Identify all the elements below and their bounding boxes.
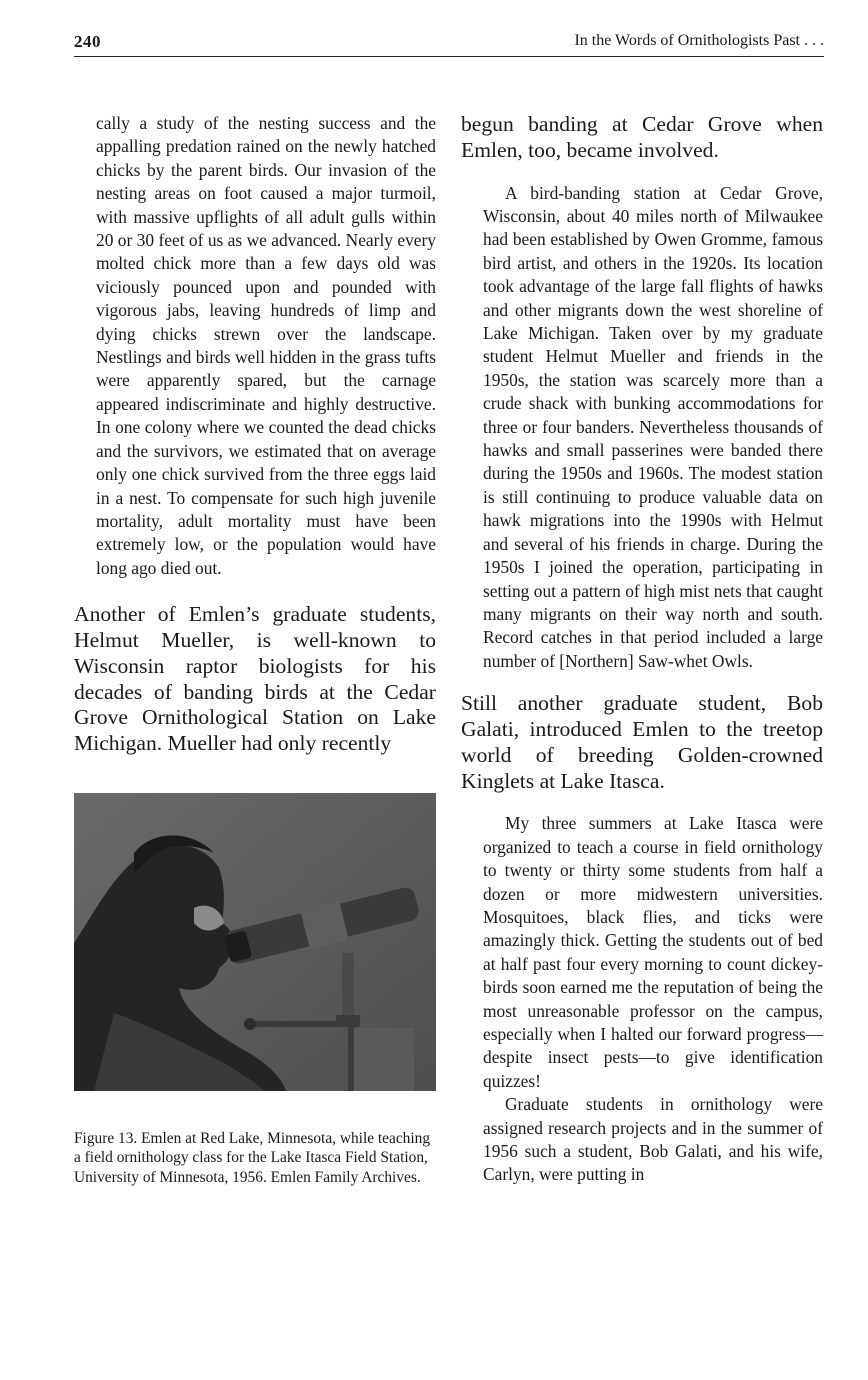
left-column [74,112,436,1187]
right-column [461,112,823,1187]
photo-emlen-spotting-scope [74,793,436,1091]
block-quote-paragraph: Graduate students in ornithology were assigned research projects and in the summer of 1956 such a student, Bob Galati, and his wife, Carlyn, were putting in [483,1094,823,1185]
block-quote-paragraph: A bird-banding station at Cedar Grove, Wisconsin, about 40 miles north of Milwaukee had been established by Owen Gromme, famous bird artist, and others in the 1920s. Its location took advantage of the large fall flights of hawks and other migrants down the west shoreline of Lake Michigan. Taken over by my graduate student Helmut Mueller and friends in the 1950s, the station was scarcely more than a crude shack with bunking accommodations for three or four banders. Nevertheless thousands of hawks and small passerines were banded there during the 1950s and 1960s. The modest station is still continuing to produce valuable data on hawk migrations into the 1990s with Helmut and several of his friends in charge. During the 1950s I joined the operation, participating in setting out a pattern of high mist nets that caught many migrants on their way north and south. Record catches in that period included a large number of [Northern] Saw-whet Owls. [483,182,823,671]
figure-caption: Figure 13. Emlen at Red Lake, Minnesota, while teaching a field ornithology class for the Lake Itasca Field Station, University of Minnesota, 1956. Emlen Family Archives. [74,1129,431,1186]
body-paragraph: Still another graduate student, Bob Galati, introduced Emlen to the treetop world of breeding Golden-crowned Kinglets at Lake Itasca. [461,691,823,793]
figure-photo [74,793,436,1091]
body-paragraph: begun banding at Cedar Grove when Emlen, too, became involved. [461,112,823,162]
block-quote-paragraph: My three summers at Lake Itasca were organized to teach a course in field ornithology to twenty or thirty some students from half a dozen or more midwestern universities. Mosquitoes, black flies, and ticks were amazingly thick. Getting the students out of bed at half past four every morning to count dickey-birds soon earned me the reputation of being the most unreasonable professor on the campus, especially when I halted our forward progress—despite insect pests—to give identification quizzes! [483,813,823,1091]
running-head: In the Words of Ornithologists Past . . . [574,32,824,49]
page-header [74,32,824,57]
page-number: 240 [74,32,101,51]
block-quote-paragraph: cally a study of the nesting success and the appalling predation rained on the newly hatched chicks by the parent birds. Our invasion of the nesting areas on foot caused a major turmoil, with massive upflights of all adult gulls within 20 or 30 feet of us as we advanced. Nearly every molted chick more than a few days old was viciously pounced upon and pounded with vigorous jabs, leaving hundreds of limp and dying chicks strewn over the landscape. Nestlings and birds well hidden in the grass tufts were apparently spared, but the carnage appeared indiscriminate and highly destructive. In one colony where we counted the dead chicks and the survivors, we estimated that on average only one chick survived from the three eggs laid in a nest. To compensate for such high juvenile mortality, adult mortality must have been extremely low, or the population would have long ago died out. [96,113,436,578]
body-paragraph: Another of Emlen’s graduate students, Helmut Mueller, is well-known to Wisconsin raptor biologists for his decades of banding birds at the Cedar Grove Ornithological Station on Lake Michigan. Mueller had only recently [74,602,436,756]
